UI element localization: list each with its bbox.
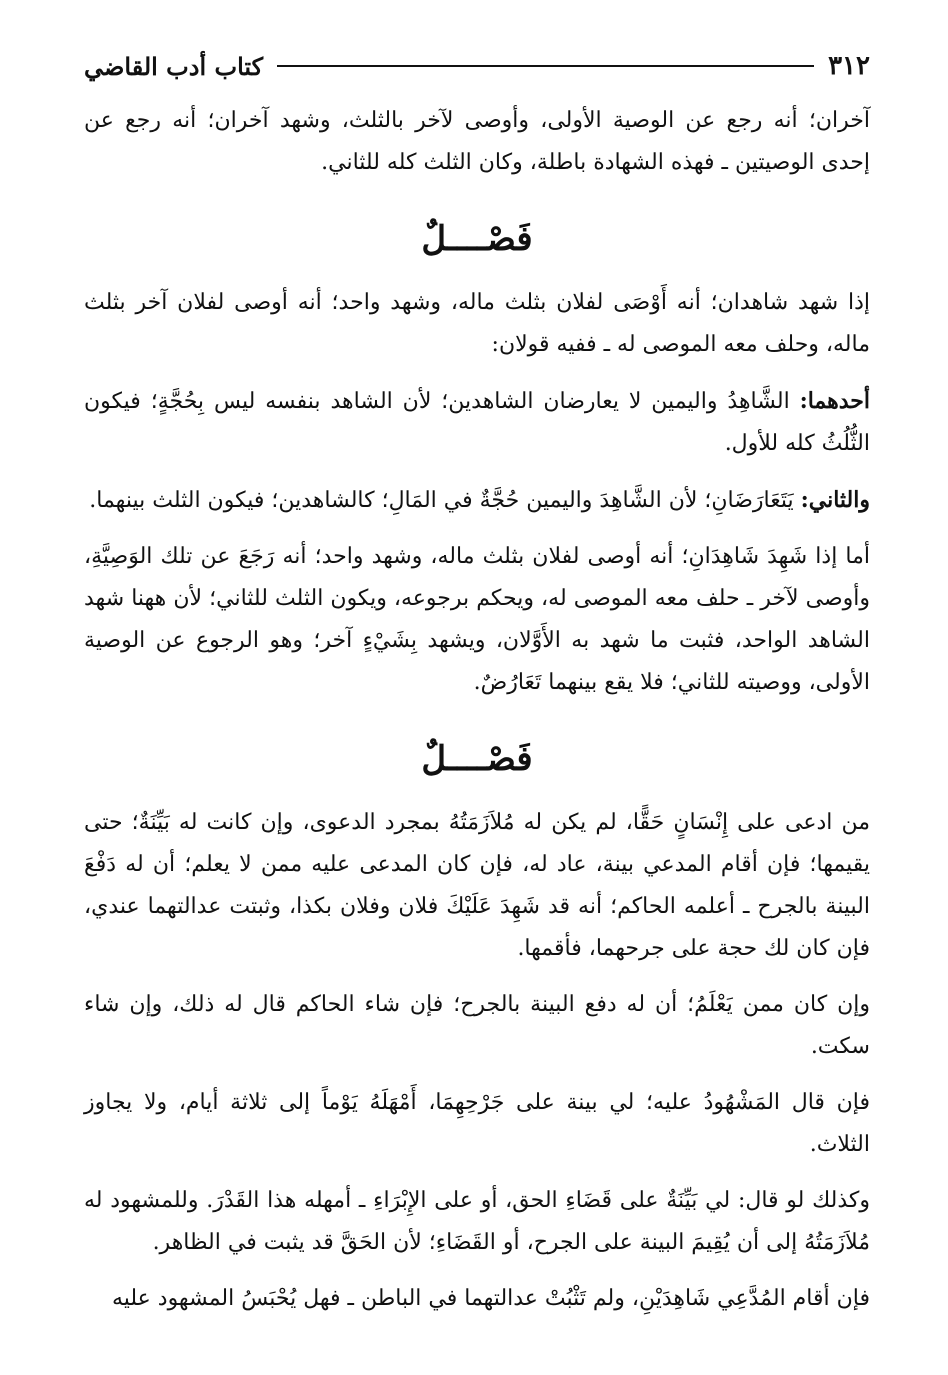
paragraph: أحدهما: الشَّاهِدُ واليمين لا يعارضان الشاهدين؛ لأن الشاهد بنفسه ليس بِحُجَّةٍ؛ فيكون الثُّلُثُ كله للأول. xyxy=(84,388,870,456)
paragraph: فإن أقام المُدَّعِي شَاهِدَيْنِ، ولم تَثْبُتْ عدالتهما في الباطن ـ فهل يُحْبَسُ المشهود عليه xyxy=(111,1286,870,1311)
paragraph: آخران؛ أنه رجع عن الوصية الأولى، وأوصى لآخر بالثلث، وشهد آخران؛ أنه رجع عن إحدى الوصيتين ـ فهذه الشهادة باطلة، وكان الثلث كله للثاني. xyxy=(84,108,870,175)
header-rule xyxy=(277,65,814,67)
paragraph-lead: والثاني: xyxy=(800,487,870,513)
paragraph: من ادعى على إِنْسَانٍ حَقًّا، لم يكن له مُلاَزَمَتُهُ بمجرد الدعوى، وإن كانت له بَيِّنَةٌ؛ حتى يقيمها؛ فإن أقام المدعي بينة، عاد له، فإن كان المدعى عليه ممن لا يعلم؛ أن له دَفْعَ البينة بالجرح ـ أعلمه الحاكم؛ أنه قد شَهِدَ عَلَيْكَ فلان وفلان بكذا، وثبتت عدالتهما عندي، فإن كان لك حجة على جرحهما، فأقمها. xyxy=(84,810,870,961)
running-header xyxy=(84,40,870,92)
paragraph: إذا شهد شاهدان؛ أنه أَوْصَى لفلان بثلث ماله، وشهد واحد؛ أنه أوصى لفلان آخر بثلث ماله، وحلف معه الموصى له ـ ففيه قولان: xyxy=(84,290,870,357)
section-heading: فَصْــــلٌ xyxy=(421,219,533,259)
paragraph: وكذلك لو قال: لي بَيِّنَةٌ على قَضَاءِ الحق، أو على الإِبْرَاءِ ـ أمهله هذا القَدْرَ. وللمشهود له مُلاَزَمَتُهُ إلى أن يُقِيمَ البينة على الجرح، أو القَضَاءِ؛ لأن الحَقَّ قد يثبت في الظاهر. xyxy=(84,1188,870,1255)
paragraph: وإن كان ممن يَعْلَمُ؛ أن له دفع البينة بالجرح؛ فإن شاء الحاكم قال له ذلك، وإن شاء سكت. xyxy=(84,992,870,1059)
paragraph: فإن قال المَشْهُودُ عليه؛ لي بينة على جَرْحِهِمَا، أَمْهَلَهُ يَوْماً إلى ثلاثة أيام، ولا يجاوز الثلاث. xyxy=(84,1090,870,1157)
book-title: كتاب أدب القاضي xyxy=(84,51,264,81)
section-heading: فَصْــــلٌ xyxy=(421,739,533,779)
paragraph-lead: أحدهما: xyxy=(799,388,870,414)
paragraph: أما إذا شَهِدَ شَاهِدَانِ؛ أنه أوصى لفلان بثلث ماله، وشهد واحد؛ أنه رَجَعَ عن تلك الوَصِيَّةِ، وأوصى لآخر ـ حلف معه الموصى له، ويحكم برجوعه، ويكون الثلث للثاني؛ لأن ههنا شهد الشاهد الواحد، فثبت ما شهد به الأَوَّلان، ويشهد بِشَيْءٍ آخر؛ وهو الرجوع عن الوصية الأولى، ووصيته للثاني؛ فلا يقع بينهما تَعَارُضٌ. xyxy=(84,544,870,695)
paragraph: والثاني: يَتَعَارَضَانِ؛ لأن الشَّاهِدَ واليمين حُجَّةٌ في المَالِ؛ كالشاهدين؛ فيكون الثلث بينهما. xyxy=(89,487,870,513)
page-number: ٣١٢ xyxy=(828,51,870,81)
